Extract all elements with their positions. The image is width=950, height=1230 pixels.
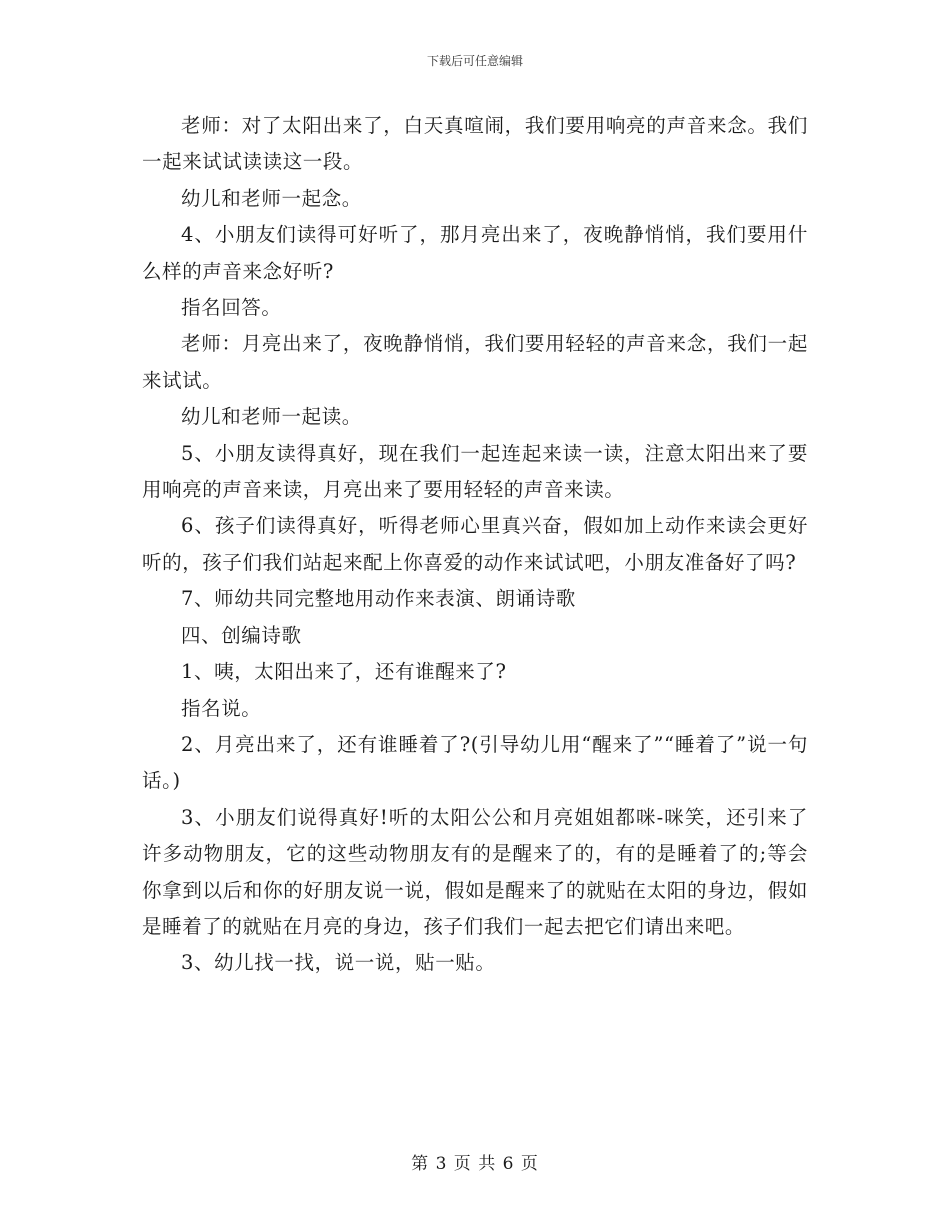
paragraph-6: 幼儿和老师一起读。 (181, 405, 362, 429)
document-body (142, 108, 808, 982)
paragraph-4: 指名回答。 (181, 296, 282, 320)
paragraph-3: 4、小朋友们读得可好听了，那月亮出来了，夜晚静悄悄，我们要用什么样的声音来念好听? (142, 223, 808, 283)
paragraph-11: 1、咦，太阳出来了，还有谁醒来了? (181, 660, 507, 684)
paragraph-2: 幼儿和老师一起念。 (181, 186, 362, 210)
page-header: 下载后可任意编辑 (426, 54, 523, 68)
paragraph-7: 5、小朋友读得真好，现在我们一起连起来读一读，注意太阳出来了要用响亮的声音来读，月亮出来了要用轻轻的声音来读。 (142, 441, 808, 502)
paragraph-1: 老师：对了太阳出来了，白天真喧闹，我们要用响亮的声音来念。我们一起来试试读读这一段。 (142, 114, 808, 174)
paragraph-12: 指名说。 (181, 696, 262, 720)
paragraph-13: 2、月亮出来了，还有谁睡着了?(引导幼儿用“醒来了”“睡着了”说一句话。) (142, 732, 808, 793)
paragraph-5: 老师：月亮出来了，夜晚静悄悄，我们要用轻轻的声音来念，我们一起来试试。 (142, 332, 808, 392)
paragraph-14: 3、小朋友们说得真好!听的太阳公公和月亮姐姐都咪-咪笑，还引来了许多动物朋友，它的这些动物朋友有的是醒来了的，有的是睡着了的;等会你拿到以后和你的好朋友说一说，假如是醒来了的就贴在太阳的身边，假如是睡着了的就贴在月亮的身边，孩子们我们一起去把它们请出来吧。 (142, 805, 808, 938)
paragraph-15: 3、幼儿找一找，说一说，贴一贴。 (181, 951, 496, 975)
paragraph-8: 6、孩子们读得真好，听得老师心里真兴奋，假如加上动作来读会更好听的，孩子们我们站起来配上你喜爱的动作来试试吧，小朋友准备好了吗? (142, 514, 808, 574)
page-number: 第 3 页 共 6 页 (411, 1154, 539, 1174)
section-heading: 四、创编诗歌 (181, 623, 302, 647)
paragraph-9: 7、师幼共同完整地用动作来表演、朗诵诗歌 (181, 587, 576, 611)
